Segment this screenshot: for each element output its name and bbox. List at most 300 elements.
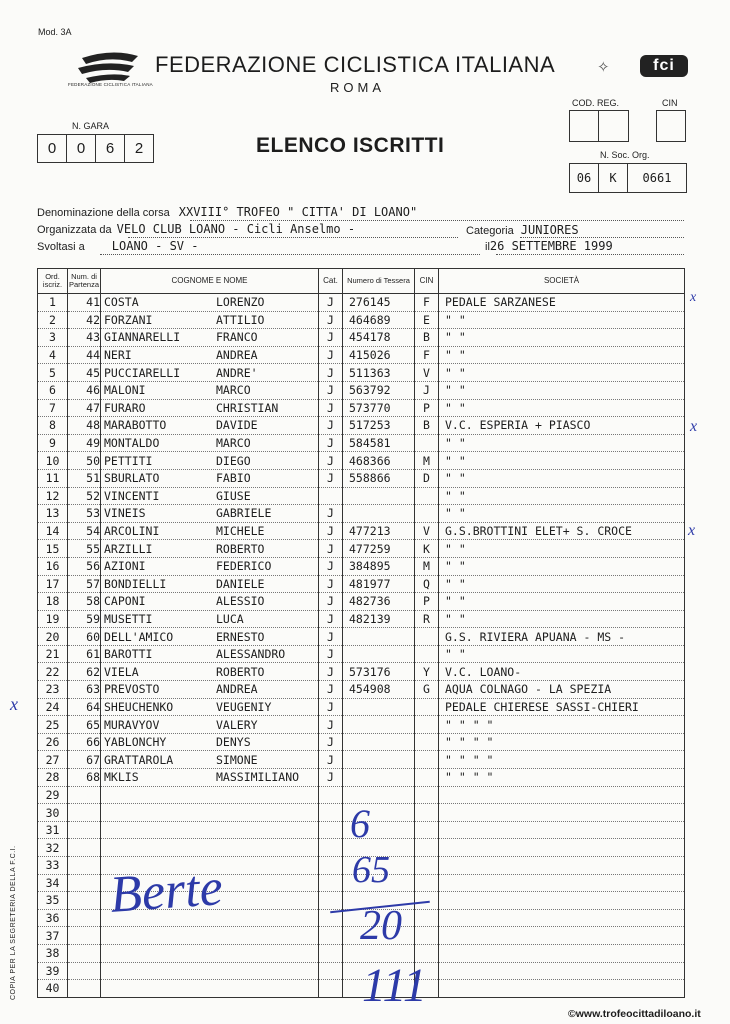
table-row	[38, 610, 685, 628]
team	[439, 786, 685, 804]
category	[319, 839, 343, 857]
categoria-label: Categoria	[466, 225, 514, 237]
row-number: 13	[38, 505, 68, 523]
rider-name	[101, 399, 319, 417]
cin-code: M	[415, 557, 439, 575]
rider-name	[101, 610, 319, 628]
star-emblem-icon: ✧	[597, 59, 610, 76]
start-number: 54	[68, 522, 101, 540]
hand-mark: x	[690, 418, 698, 435]
logo-caption: FEDERAZIONE CICLISTICA ITALIANA	[68, 82, 153, 87]
category	[319, 874, 343, 892]
rider-surname: DELL'AMICO	[104, 629, 174, 644]
license-number	[343, 698, 415, 716]
cin-code: P	[415, 593, 439, 611]
cin-code: D	[415, 469, 439, 487]
rider-name	[101, 980, 319, 998]
category	[319, 892, 343, 910]
license-number	[343, 733, 415, 751]
category	[319, 980, 343, 998]
rider-surname: ARCOLINI	[104, 524, 160, 539]
category: J	[319, 294, 343, 312]
rider-firstname: ALESSANDRO	[216, 647, 286, 662]
race-date: 26 SETTEMBRE 1999	[489, 239, 613, 253]
table-row	[38, 593, 685, 611]
license-number: 558866	[343, 469, 415, 487]
row-number: 29	[38, 786, 68, 804]
hand-mark: x	[688, 522, 696, 539]
rider-name	[101, 927, 319, 945]
rider-firstname: DENYS	[216, 735, 251, 750]
organizzata-row	[37, 222, 355, 236]
rider-firstname: GABRIELE	[216, 506, 272, 521]
rider-name	[101, 751, 319, 769]
start-number: 44	[68, 346, 101, 364]
row-number: 39	[38, 962, 68, 980]
category: J	[319, 417, 343, 435]
table-row	[38, 980, 685, 998]
row-number: 36	[38, 909, 68, 927]
category	[319, 944, 343, 962]
rider-firstname: ALESSIO	[216, 594, 265, 609]
cin-code	[415, 769, 439, 787]
row-number: 8	[38, 417, 68, 435]
start-number	[68, 874, 101, 892]
row-number: 34	[38, 874, 68, 892]
rider-firstname: SIMONE	[216, 752, 258, 767]
cin-code	[415, 909, 439, 927]
denominazione-label: Denominazione della corsa	[37, 207, 170, 219]
category: J	[319, 540, 343, 558]
rider-firstname: GIUSE	[216, 488, 251, 503]
rider-surname: FORZANI	[104, 312, 153, 327]
rider-firstname: ROBERTO	[216, 541, 265, 556]
cin-code	[415, 821, 439, 839]
team: " " " "	[439, 751, 685, 769]
cin-code	[415, 733, 439, 751]
copy-note: COPIA PER LA SEGRETERIA DELLA F.C.I.	[10, 845, 17, 1000]
cin-code: Y	[415, 663, 439, 681]
categoria-value: JUNIORES	[520, 223, 579, 237]
start-number	[68, 821, 101, 839]
rider-name	[101, 628, 319, 646]
license-number: 454178	[343, 329, 415, 347]
team	[439, 804, 685, 822]
row-number: 9	[38, 434, 68, 452]
start-number: 47	[68, 399, 101, 417]
license-number: 464689	[343, 311, 415, 329]
team: " "	[439, 645, 685, 663]
row-number: 32	[38, 839, 68, 857]
row-number: 27	[38, 751, 68, 769]
start-number: 59	[68, 610, 101, 628]
rider-name	[101, 821, 319, 839]
license-number: 573770	[343, 399, 415, 417]
denominazione-row	[37, 205, 417, 219]
table-row	[38, 645, 685, 663]
row-number: 28	[38, 769, 68, 787]
row-number: 14	[38, 522, 68, 540]
rider-surname: NERI	[104, 348, 132, 363]
rider-name	[101, 434, 319, 452]
start-number: 42	[68, 311, 101, 329]
handwritten-tally: 20	[360, 903, 402, 949]
rider-surname: GRATTAROLA	[104, 752, 174, 767]
license-number: 415026	[343, 346, 415, 364]
rider-surname: MARABOTTO	[104, 418, 167, 433]
start-number: 53	[68, 505, 101, 523]
hand-mark: x	[10, 694, 18, 714]
license-number: 511363	[343, 364, 415, 382]
n-soc-org-part: 06	[570, 164, 599, 192]
license-number: 468366	[343, 452, 415, 470]
table-row	[38, 557, 685, 575]
category: J	[319, 716, 343, 734]
rider-surname: YABLONCHY	[104, 735, 167, 750]
rider-firstname: DIEGO	[216, 453, 251, 468]
rider-surname: MKLIS	[104, 770, 139, 785]
start-number: 51	[68, 469, 101, 487]
cin-code: V	[415, 522, 439, 540]
license-number: 517253	[343, 417, 415, 435]
dotted-line	[520, 237, 684, 238]
team: V.C. LOANO-	[439, 663, 685, 681]
category: J	[319, 557, 343, 575]
rider-name	[101, 944, 319, 962]
team: G.S.BROTTINI ELET+ S. CROCE	[439, 522, 685, 540]
row-number: 3	[38, 329, 68, 347]
rider-firstname: MARCO	[216, 436, 251, 451]
handwritten-tally: 6	[350, 801, 370, 846]
row-number: 2	[38, 311, 68, 329]
team: G.S. RIVIERA APUANA - MS -	[439, 628, 685, 646]
rider-surname: MONTALDO	[104, 436, 160, 451]
rider-name	[101, 575, 319, 593]
license-number	[343, 751, 415, 769]
category	[319, 804, 343, 822]
cin-code: M	[415, 452, 439, 470]
team	[439, 980, 685, 998]
team	[439, 927, 685, 945]
row-number: 12	[38, 487, 68, 505]
start-number	[68, 927, 101, 945]
rider-surname: PETTITI	[104, 453, 153, 468]
row-number: 33	[38, 857, 68, 875]
date-row	[485, 239, 613, 253]
team: " " " "	[439, 716, 685, 734]
rider-firstname: MASSIMILIANO	[216, 770, 300, 785]
table-row	[38, 381, 685, 399]
rider-name	[101, 487, 319, 505]
rider-surname: PREVOSTO	[104, 682, 160, 697]
start-number: 57	[68, 575, 101, 593]
table-row	[38, 364, 685, 382]
team: PEDALE SARZANESE	[439, 294, 685, 312]
start-number: 66	[68, 733, 101, 751]
row-number: 11	[38, 469, 68, 487]
table-row	[38, 311, 685, 329]
cin-code	[415, 874, 439, 892]
table-row	[38, 522, 685, 540]
rider-firstname: FEDERICO	[216, 559, 272, 574]
rider-firstname: LUCA	[216, 611, 244, 626]
start-number: 63	[68, 681, 101, 699]
n-gara-digit: 0	[38, 135, 67, 162]
category: J	[319, 575, 343, 593]
table-row	[38, 733, 685, 751]
cin-code	[415, 716, 439, 734]
row-number: 4	[38, 346, 68, 364]
rider-name	[101, 505, 319, 523]
rider-firstname: DANIELE	[216, 576, 265, 591]
team	[439, 874, 685, 892]
cod-reg-box	[569, 110, 629, 142]
start-number: 65	[68, 716, 101, 734]
table-row	[38, 769, 685, 787]
start-number: 60	[68, 628, 101, 646]
cod-reg-label: COD. REG.	[572, 98, 620, 108]
dotted-line	[128, 237, 458, 238]
row-number: 31	[38, 821, 68, 839]
table-row	[38, 329, 685, 347]
table-row	[38, 681, 685, 699]
rider-name	[101, 294, 319, 312]
rider-name	[101, 716, 319, 734]
rider-firstname: FRANCO	[216, 330, 258, 345]
n-soc-org-box	[569, 163, 687, 193]
cin-code: B	[415, 329, 439, 347]
start-number: 61	[68, 645, 101, 663]
row-number: 7	[38, 399, 68, 417]
row-number: 17	[38, 575, 68, 593]
row-number: 37	[38, 927, 68, 945]
rider-surname: VINCENTI	[104, 488, 160, 503]
rider-surname: VINEIS	[104, 506, 146, 521]
table-row	[38, 540, 685, 558]
rider-surname: BAROTTI	[104, 647, 153, 662]
rider-name	[101, 804, 319, 822]
category: J	[319, 452, 343, 470]
team: " " " "	[439, 733, 685, 751]
rider-name	[101, 364, 319, 382]
rider-name	[101, 469, 319, 487]
categoria-row	[466, 223, 579, 237]
row-number: 24	[38, 698, 68, 716]
category: J	[319, 434, 343, 452]
row-number: 15	[38, 540, 68, 558]
rider-name	[101, 593, 319, 611]
column-header: SOCIETÀ	[439, 269, 685, 294]
rider-name	[101, 681, 319, 699]
site-watermark: ©www.trofeocittadiloano.it	[568, 1008, 701, 1020]
start-number: 43	[68, 329, 101, 347]
handwritten-signature: Berte	[108, 859, 225, 924]
category: J	[319, 698, 343, 716]
rider-firstname: FABIO	[216, 471, 251, 486]
table-row	[38, 346, 685, 364]
n-soc-org-label: N. Soc. Org.	[600, 150, 650, 160]
rider-name	[101, 839, 319, 857]
category	[319, 962, 343, 980]
category: J	[319, 399, 343, 417]
license-number: 573176	[343, 663, 415, 681]
team: " "	[439, 434, 685, 452]
row-number: 25	[38, 716, 68, 734]
category	[319, 786, 343, 804]
row-number: 22	[38, 663, 68, 681]
team: " "	[439, 452, 685, 470]
table-row	[38, 716, 685, 734]
rider-surname: AZIONI	[104, 559, 146, 574]
rider-name	[101, 769, 319, 787]
rider-firstname: DAVIDE	[216, 418, 258, 433]
rider-name	[101, 663, 319, 681]
start-number: 62	[68, 663, 101, 681]
cin-code	[415, 804, 439, 822]
team: " "	[439, 381, 685, 399]
row-number: 38	[38, 944, 68, 962]
start-number: 58	[68, 593, 101, 611]
team: " "	[439, 575, 685, 593]
team	[439, 962, 685, 980]
rider-firstname: MARCO	[216, 383, 251, 398]
team: " "	[439, 311, 685, 329]
rider-firstname: CHRISTIAN	[216, 400, 279, 415]
rider-surname: MALONI	[104, 383, 146, 398]
column-header: Cat.	[319, 269, 343, 294]
start-number	[68, 786, 101, 804]
category	[319, 821, 343, 839]
category	[319, 927, 343, 945]
n-gara-digit: 2	[134, 140, 144, 157]
federation-name: FEDERAZIONE CICLISTICA ITALIANA	[155, 52, 556, 77]
table-row	[38, 487, 685, 505]
row-number: 10	[38, 452, 68, 470]
category: J	[319, 769, 343, 787]
team: " " " "	[439, 769, 685, 787]
category: J	[319, 681, 343, 699]
table-row	[38, 434, 685, 452]
team: AQUA COLNAGO - LA SPEZIA	[439, 681, 685, 699]
form-model-label: Mod. 3A	[38, 27, 72, 37]
dotted-line	[100, 254, 480, 255]
license-number	[343, 716, 415, 734]
rider-name	[101, 452, 319, 470]
start-number: 55	[68, 540, 101, 558]
rider-name	[101, 540, 319, 558]
rider-firstname: VEUGENIY	[216, 699, 272, 714]
rider-surname: SBURLATO	[104, 471, 160, 486]
svoltasi-value: LOANO - SV -	[111, 239, 199, 253]
start-number: 52	[68, 487, 101, 505]
cin-code: F	[415, 294, 439, 312]
row-number: 23	[38, 681, 68, 699]
cin-code: B	[415, 417, 439, 435]
rider-name	[101, 645, 319, 663]
start-number: 68	[68, 769, 101, 787]
table-row	[38, 698, 685, 716]
cin-code: R	[415, 610, 439, 628]
license-number: 481977	[343, 575, 415, 593]
rider-surname: PUCCIARELLI	[104, 365, 181, 380]
fci-mark: fci	[640, 55, 688, 77]
cin-code	[415, 505, 439, 523]
start-number	[68, 839, 101, 857]
team: V.C. ESPERIA + PIASCO	[439, 417, 685, 435]
team: " "	[439, 540, 685, 558]
license-number: 454908	[343, 681, 415, 699]
rider-surname: CAPONI	[104, 594, 146, 609]
category: J	[319, 381, 343, 399]
rider-name	[101, 311, 319, 329]
start-number	[68, 909, 101, 927]
category: J	[319, 751, 343, 769]
rider-name	[101, 733, 319, 751]
rider-surname: GIANNARELLI	[104, 330, 181, 345]
rider-surname: FURARO	[104, 400, 146, 415]
denominazione-value: XXVIII° TROFEO " CITTA' DI LOANO"	[178, 205, 418, 219]
cin-label: CIN	[662, 98, 678, 108]
rider-firstname: ROBERTO	[216, 664, 265, 679]
category: J	[319, 311, 343, 329]
category: J	[319, 329, 343, 347]
dotted-line	[190, 220, 684, 221]
cin-code	[415, 628, 439, 646]
start-number	[68, 892, 101, 910]
start-number: 50	[68, 452, 101, 470]
team: " "	[439, 610, 685, 628]
team: " "	[439, 399, 685, 417]
category	[319, 857, 343, 875]
category: J	[319, 469, 343, 487]
category	[319, 487, 343, 505]
team: " "	[439, 364, 685, 382]
cin-code	[415, 839, 439, 857]
team: " "	[439, 346, 685, 364]
cin-code	[415, 857, 439, 875]
row-number: 18	[38, 593, 68, 611]
table-row	[38, 575, 685, 593]
n-soc-org-part: 0661	[642, 171, 672, 185]
rider-name	[101, 346, 319, 364]
rider-firstname: ATTILIO	[216, 312, 265, 327]
row-number: 26	[38, 733, 68, 751]
category: J	[319, 593, 343, 611]
n-gara-label: N. GARA	[72, 121, 110, 131]
cin-code: Q	[415, 575, 439, 593]
table-row	[38, 417, 685, 435]
column-header: COGNOME E NOME	[101, 269, 319, 294]
start-number: 67	[68, 751, 101, 769]
start-number: 45	[68, 364, 101, 382]
cin-code	[415, 645, 439, 663]
rider-name	[101, 381, 319, 399]
team	[439, 909, 685, 927]
category: J	[319, 610, 343, 628]
n-gara-box	[37, 134, 154, 163]
license-number: 584581	[343, 434, 415, 452]
rider-name	[101, 522, 319, 540]
rider-surname: SHEUCHENKO	[104, 699, 174, 714]
cin-code: J	[415, 381, 439, 399]
rider-name	[101, 962, 319, 980]
team	[439, 821, 685, 839]
start-number: 46	[68, 381, 101, 399]
organizzata-label: Organizzata da	[37, 224, 112, 236]
rider-name	[101, 698, 319, 716]
license-number: 276145	[343, 294, 415, 312]
start-number	[68, 857, 101, 875]
